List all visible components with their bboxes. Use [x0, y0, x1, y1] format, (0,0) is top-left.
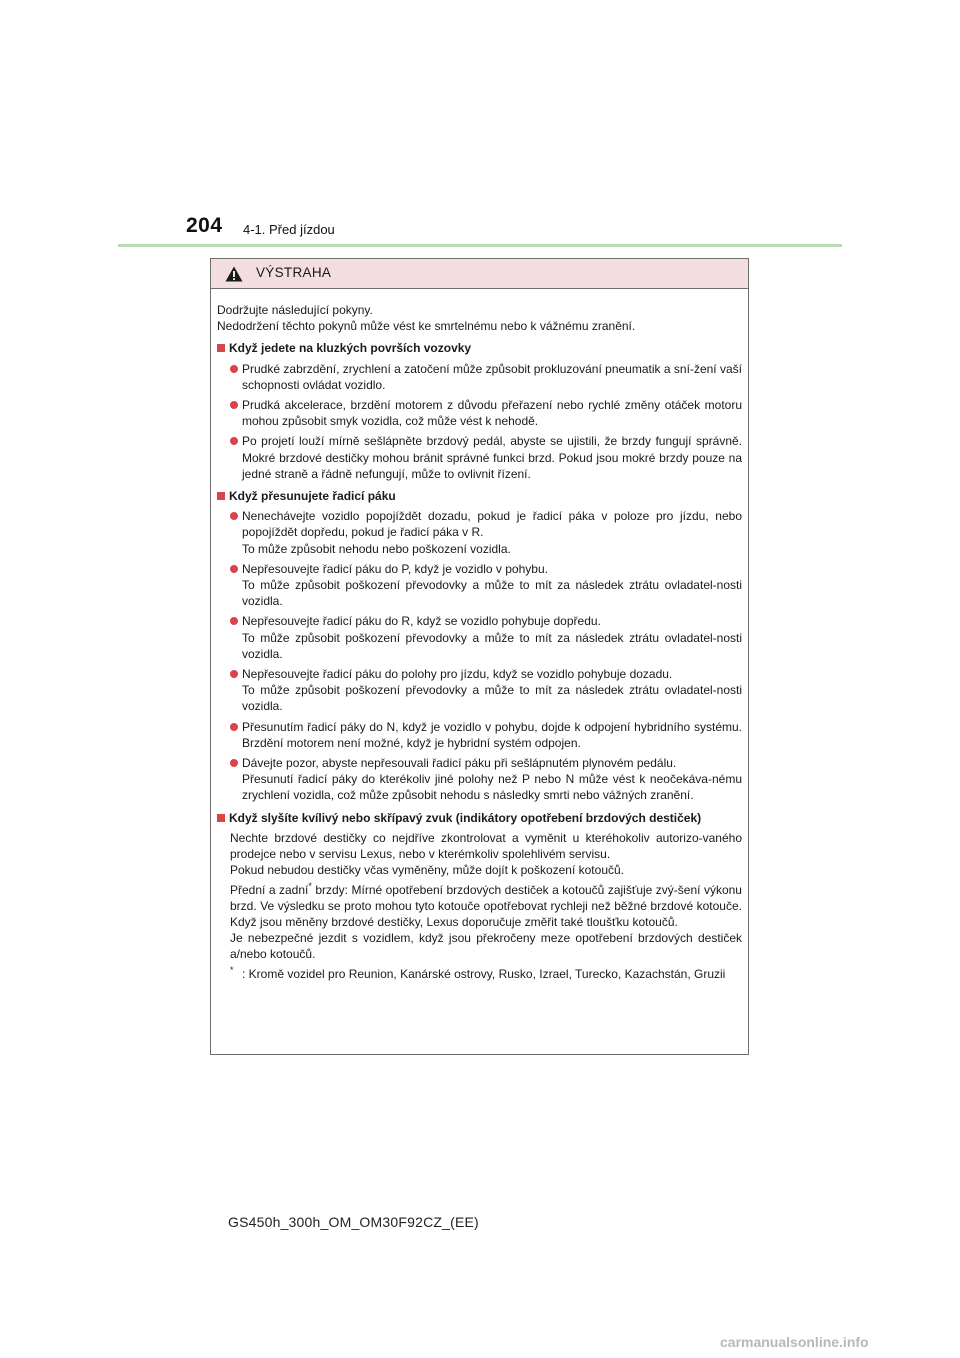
footnote-marker: *: [230, 964, 234, 975]
watermark: carmanualsonline.info: [720, 1334, 869, 1350]
bullet-dot-icon: [230, 401, 238, 409]
bullet-dot-icon: [230, 670, 238, 678]
warning-header: [211, 259, 748, 289]
list-item: Nepřesouvejte řadicí páku do polohy pro jízdu, když se vozidlo pohybuje dozadu. To může způsobit poškození převodovky a může to mít za následek ztrátu ovladatel-nosti vozidla.: [217, 666, 742, 715]
warning-title: VÝSTRAHA: [256, 265, 332, 280]
warning-box: [210, 258, 749, 1055]
document-code: GS450h_300h_OM_OM30F92CZ_(EE): [228, 1214, 479, 1230]
list-item: Dávejte pozor, abyste nepřesouvali řadicí páku při sešlápnutém plynovém pedálu. Přesunutí řadicí páky do kterékoliv jiné polohy než P nebo N může vést k neočekáva-nému zrychlení vozidla, což může způsobit nehodu s následky smrti nebo vážných zranění.: [217, 755, 742, 804]
section-heading-slippery: Když jedete na kluzkých površích vozovky: [217, 340, 742, 356]
section-heading-brake-wear: Když slyšíte kvílivý nebo skřípavý zvuk (indikátory opotřebení brzdových destiček): [217, 810, 742, 826]
bullet-dot-icon: [230, 365, 238, 373]
list-item: Nenechávejte vozidlo popojíždět dozadu, pokud je řadicí páka v poloze pro jízdu, nebo popojíždět dopředu, pokud je řadicí páka v R. To může způsobit nehodu nebo poškození vozidla.: [217, 508, 742, 557]
square-bullet-icon: [217, 344, 225, 352]
warning-triangle-icon: [225, 266, 243, 282]
square-bullet-icon: [217, 814, 225, 822]
footnote: * : Kromě vozidel pro Reunion, Kanárské ostrovy, Rusko, Izrael, Turecko, Kazachstán, Gruzii: [230, 964, 726, 981]
bullet-dot-icon: [230, 617, 238, 625]
bullet-dot-icon: [230, 759, 238, 767]
bullet-dot-icon: [230, 437, 238, 445]
list-item: Prudká akcelerace, brzdění motorem z důvodu přeřazení nebo rychlé změny otáček motoru mohou způsobit smyk vozidla, což může vést k nehodě.: [217, 397, 742, 429]
section-title: 4-1. Před jízdou: [243, 222, 335, 237]
bullet-dot-icon: [230, 723, 238, 731]
intro-line: Dodržujte následující pokyny.: [217, 303, 373, 317]
square-bullet-icon: [217, 492, 225, 500]
list-item: Nepřesouvejte řadicí páku do R, když se vozidlo pohybuje dopředu. To může způsobit poškození převodovky a může to mít za následek ztrátu ovladatel-nosti vozidla.: [217, 613, 742, 662]
bullet-dot-icon: [230, 512, 238, 520]
intro-line: Nedodržení těchto pokynů může vést ke smrtelnému nebo k vážnému zranění.: [217, 319, 636, 334]
bullet-dot-icon: [230, 565, 238, 573]
paragraph: Přední a zadní* brzdy: Mírné opotřebení brzdových destiček a kotoučů zajišťuje zvý-šení výkonu brzd. Ve výsledku se proto mohou tyto kotouče opotřebovat rychleji než běžné brzdové kotouče. Když jsou měněny brzdové destičky, Lexus doporučuje změřit také tloušťku kotoučů. Je nebezpečné jezdit s vozidlem, když jsou překročeny meze opotřebení brzdových destiček a/nebo kotoučů.: [230, 880, 742, 962]
footnote-marker: *: [308, 880, 312, 891]
warning-body: [211, 289, 748, 982]
paragraph: Nechte brzdové destičky co nejdříve zkontrolovat a vyměnit u kteréhokoliv autorizo-vaného prodejce nebo v servisu Lexus, nebo v kterémkoliv spolehlivém servisu. Pokud nebudou destičky včas vyměněny, může dojít k poškození kotoučů.: [230, 830, 742, 878]
list-item: Nepřesouvejte řadicí páku do P, když je vozidlo v pohybu. To může způsobit poškození převodovky a může to mít za následek ztrátu ovladatel-nosti vozidla.: [217, 561, 742, 610]
header-rule: [118, 244, 842, 247]
section-heading-shift-lever: Když přesunujete řadicí páku: [217, 488, 742, 504]
list-item: Přesunutím řadicí páky do N, když je vozidlo v pohybu, dojde k odpojení hybridního systému. Brzdění motorem není možné, když je hybridní systém odpojen.: [217, 719, 742, 751]
list-item: Prudké zabrzdění, zrychlení a zatočení může způsobit prokluzování pneumatik a sní-žení vaší schopnosti ovládat vozidlo.: [217, 361, 742, 393]
list-item: Po projetí louží mírně sešlápněte brzdový pedál, abyste se ujistili, že brzdy fungují správně. Mokré brzdové destičky mohou bránit správné funkci brzd. Pokud jsou mokré brzdy pouze na jedné straně a řádně nefungují, může to ovlivnit řízení.: [217, 433, 742, 482]
page-number: 204: [186, 214, 223, 237]
